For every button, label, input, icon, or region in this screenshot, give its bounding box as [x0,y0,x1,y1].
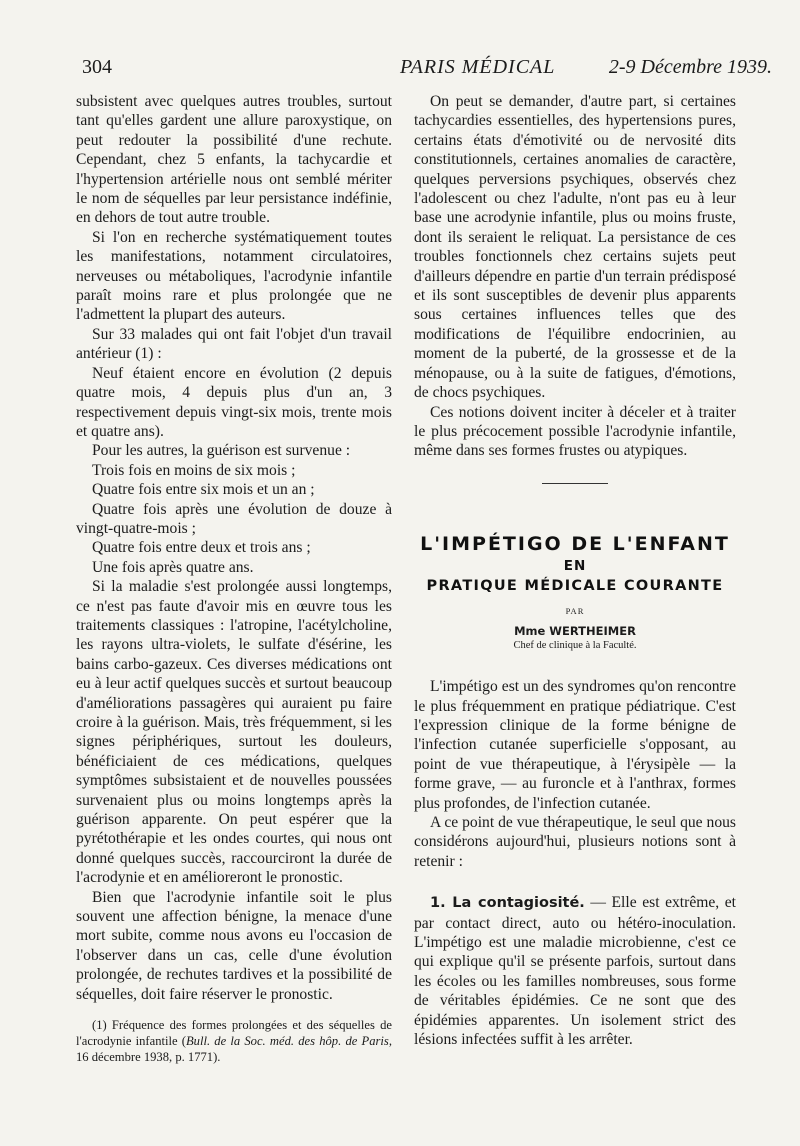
paragraph: A ce point de vue thérapeutique, le seul que nous considérons aujourd'hui, plusieurs notions sont à retenir : [414,813,736,870]
list-item: Quatre fois entre six mois et un an ; [92,481,315,499]
author-role: Chef de clinique à la Faculté. [513,640,637,652]
list-item: Quatre fois entre deux et trois ans ; [92,539,311,557]
byline-par: PAR [565,605,585,616]
footnote-reference: Bull. de la Soc. méd. des hôp. de Paris [185,1033,389,1048]
footnote-tail: , 16 décembre 1938, p. 1771). [76,1033,392,1064]
paragraph: Pour les autres, la guérison est survenue : [92,442,351,460]
section-heading: 1. La contagiosité. [430,895,585,912]
paragraph: Neuf étaient encore en évolution (2 depuis quatre mois, 4 depuis plus d'un an, 3 respectivement depuis vingt-six mois, trente mois et quatre ans). [76,364,392,440]
list-item: Une fois après quatre ans. [92,558,254,576]
paragraph: subsistent avec quelques autres troubles, surtout tant qu'elles gardent une allure paroxystique, on peut redouter la possibilité d'une rechute. Cependant, chez 5 enfants, la tachycardie et l'hypertension artérielle nous ont semblé mériter le nom de séquelles par leur persistance indéfinie, en dehors de tout autre trouble. [76,93,392,227]
footnote [76,1018,392,1065]
paragraph: Sur 33 malades qui ont fait l'objet d'un travail antérieur (1) : [76,325,392,363]
left-column [76,92,392,1065]
footnote-text: (1) Fréquence des formes prolongées et des séquelles de l'acrodynie infantile ( [76,1018,392,1048]
journal-title: PARIS MÉDICAL [400,56,556,78]
article-title-connector: EN [563,557,587,574]
list-item: Trois fois en moins de six mois ; [92,461,296,479]
spacer [414,871,736,893]
article-subtitle: PRATIQUE MÉDICALE COURANTE [426,577,724,594]
paragraph: Ces notions doivent inciter à déceler et à traiter le plus précocement possible l'acrodynie infantile, même dans ses formes frustes ou atypiques. [414,403,736,460]
list-item: Quatre fois après une évolution de douze à vingt-quatre-mois ; [76,500,392,537]
section-text: — Elle est extrême, et par contact direct, auto ou hétéro-inoculation. L'impétigo est une maladie microbienne, c'est ce qui explique qu'il se présente parfois, surtout dans les écoles ou les familles nombreuses, sous forme de véritables épidémies. Ce ne sont que des épidémies apparentes. Un isolement strict des lésions infectées suffit à les arrêter. [414,894,737,1049]
paragraph: L'impétigo est un des syndromes qu'on rencontre le plus fréquemment en pratique pédiatrique. C'est l'expression clinique de la forme bénigne de l'infection cutanée superficielle s'opposant, au point de vue thérapeutique, à l'érysipèle — la forme grave, — au furoncle et à l'anthrax, formes plus profondes, de l'infection cutanée. [414,678,736,812]
paragraph: Si l'on en recherche systématiquement toutes les manifestations, notamment circulatoires, nerveuses ou métaboliques, l'acrodynie infantile paraît moins rare et plus prolongée que ne l'admettent la plupart des auteurs. [76,228,392,324]
author-name: Mme WERTHEIMER [514,624,636,639]
section-paragraph [414,893,736,1049]
paragraph: Bien que l'acrodynie infantile soit le plus souvent une affection bénigne, la menace d'une mort subite, comme nous avons eu l'occasion de l'observer dans un cas, celle d'une évolution prolongée, de rechutes tardives et la possibilité de séquelles, doit faire réserver le pronostic. [76,888,392,1003]
paragraph: Si la maladie s'est prolongée aussi longtemps, ce n'est pas faute d'avoir mis en œuvre tous les traitements classiques : l'atropine, l'acétylcholine, les rayons ultra-violets, le sulfate d'ésérine, les bains carbo-gazeux. Ces diverses médications ont eu à leur actif quelques succès et surtout beaucoup d'améliorations passagères qui auraient pu faire croire à la guérison. Mais, très fréquemment, si les signes périphériques, surtout les douleurs, bénéficiaient de ces médications, quelques symptômes subsistaient et de nouvelles poussées survenaient plus ou moins longtemps après la guérison apparente. On peut espérer que la pyrétothérapie et les ondes courtes, qui nous ont donné quelques succès, raccourciront la durée de l'acrodynie et en amélioreront le pronostic. [76,578,392,887]
paragraph: On peut se demander, d'autre part, si certaines tachycardies essentielles, des hypertensions pures, certains états d'émotivité ou de nervosité dits constitutionnels, certaines anomalies de caractère, quelques perversions psychiques, observés chez l'adolescent ou chez l'adulte, n'ont pas eu à leur base une acrodynie infantile, plus ou moins fruste, dont ils seraient le reliquat. La persistance de ces troubles fonctionnels chez certains sujets peut d'ailleurs dépendre en partie d'un terrain prédisposé et ils sont susceptibles de devenir plus apparents sous certaines influences telles que des modifications de l'équilibre endocrinien, au moment de la puberté, de la grossesse et de la ménopause, ou à la suite de fatigues, d'émotions, de chocs psychiques. [414,93,736,402]
article-title: L'IMPÉTIGO DE L'ENFANT [420,532,730,555]
issue-date: 2-9 Décembre 1939. [608,56,772,78]
running-header [82,56,772,84]
section-divider [542,483,608,484]
right-column [414,92,736,1049]
page-number: 304 [82,56,112,78]
